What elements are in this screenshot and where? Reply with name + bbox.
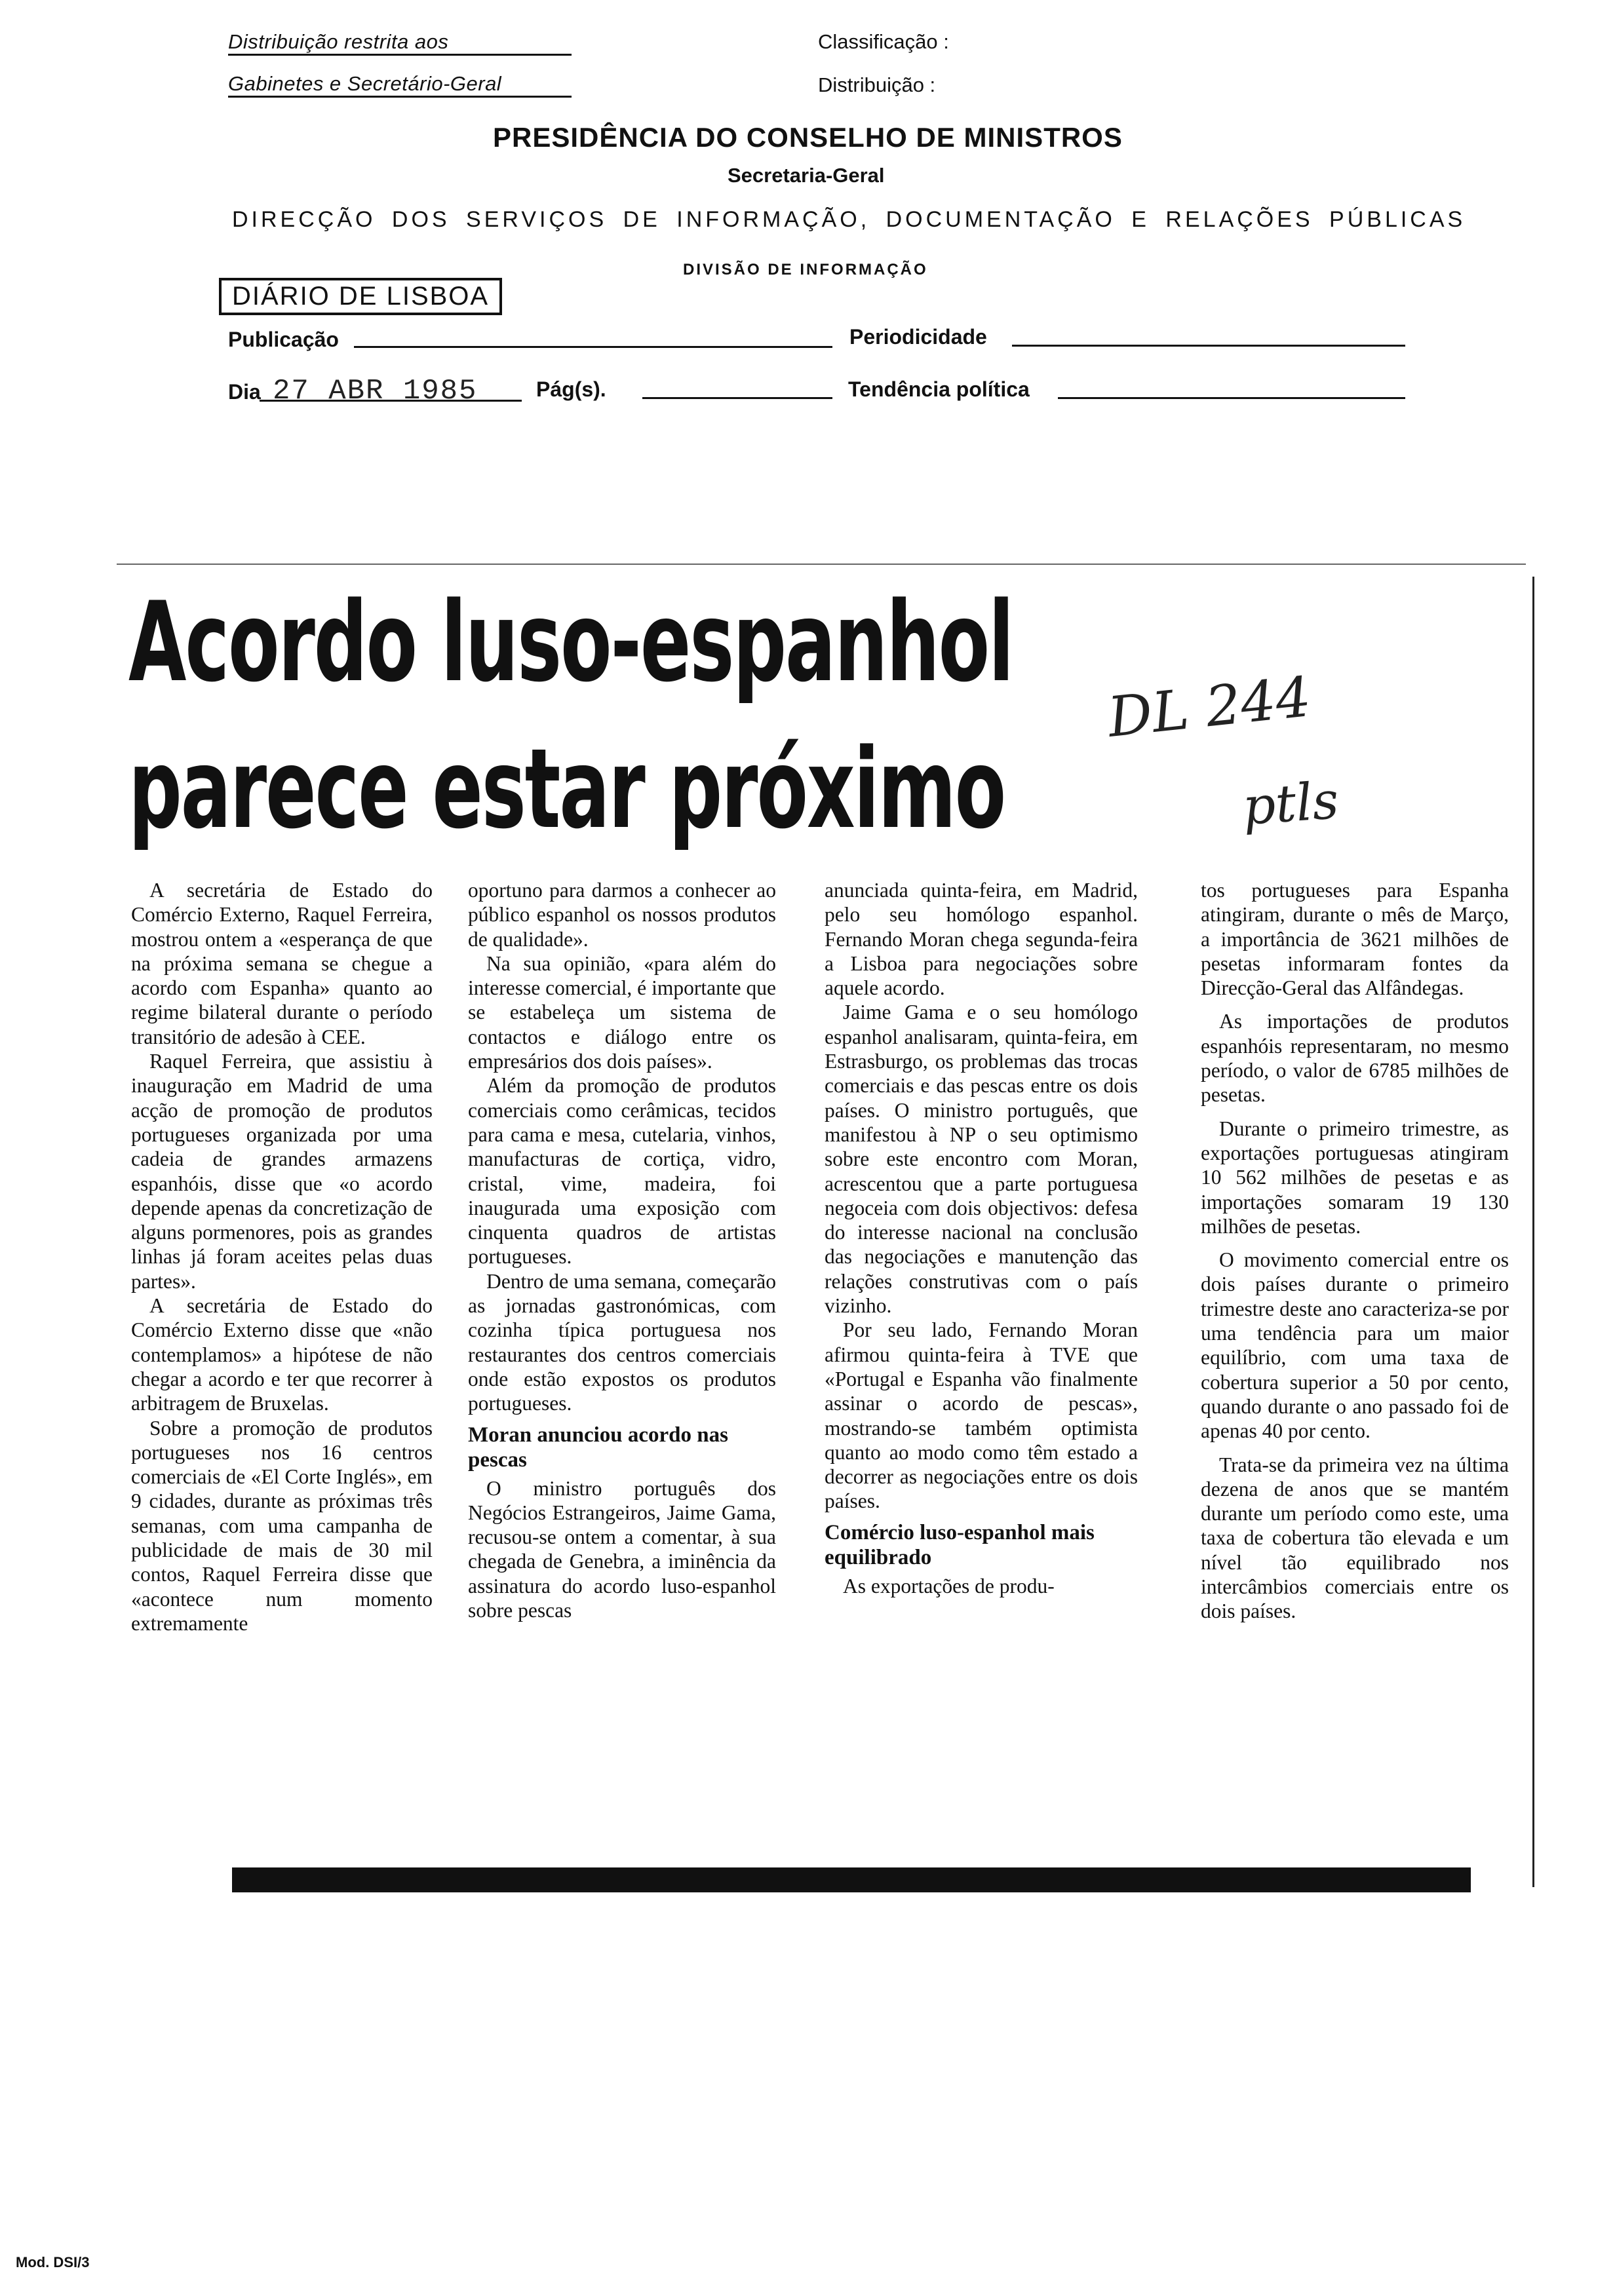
publication-stamp: DIÁRIO DE LISBOA	[219, 278, 502, 315]
publicacao-label: Publicação	[228, 328, 339, 351]
paragraph: A secretária de Estado do Comércio Externo disse que «não contemplamos» a hipótese de não chegar a acordo e ter que recorrer à arbitragem de Bruxelas.	[131, 1294, 433, 1415]
article-column-3	[825, 878, 1138, 1598]
paragraph: Por seu lado, Fernando Moran afirmou quinta-feira à TVE que «Portugal e Espanha vão finalmente assinar o acordo de pescas», mostrando-se também optimista quanto ao modo como têm estado a decorrer as negociações entre os dois países.	[825, 1318, 1138, 1513]
paragraph: Raquel Ferreira, que assistiu à inauguração em Madrid de uma acção de promoção de produtos portugueses organizada por uma cadeia de grandes armazens espanhóis, disse que «o acordo depende apenas da concretização de alguns pormenores, pois as grandes linhas já foram aceites pelas duas partes».	[131, 1050, 433, 1293]
paragraph: Na sua opinião, «para além do interesse comercial, é importante que se estabeleça um sistema de contactos e diálogo entre os empresários dos dois países».	[468, 951, 776, 1073]
division-name: DIVISÃO DE INFORMAÇÃO	[683, 261, 928, 278]
paragraph: Trata-se da primeira vez na última dezena de anos que se mantém durante um período como este, uma taxa de cobertura tão elevada e um nível tão equilibrado nos intercâmbios comerciais entre os dois países.	[1201, 1453, 1509, 1623]
paragraph: anunciada quinta-feira, em Madrid, pelo seu homólogo espanhol. Fernando Moran chega segunda-feira a Lisboa para negociações sobre aquele acordo.	[825, 879, 1138, 1000]
dia-line	[260, 400, 522, 402]
article-column-1	[131, 878, 433, 1636]
paragraph: O movimento comercial entre os dois países durante o primeiro trimestre deste ano caracteriza-se por uma tendência para um maior equilíbrio, com uma taxa de cobertura superior a 50 por cento, quando durante o ano passado foi de apenas 40 por cento.	[1201, 1248, 1509, 1443]
paragraph: A secretária de Estado do Comércio Externo, Raquel Ferreira, mostrou ontem a «esperança de que na próxima semana se chegue a acordo com Espanha» quanto ao regime bilateral durante o período transitório de adesão à CEE.	[131, 879, 433, 1048]
paragraph: Durante o primeiro trimestre, as exportações portuguesas atingiram 10 562 milhões de pesetas e as importações somaram 19 130 milhões de pesetas.	[1201, 1117, 1509, 1238]
subheading-moran: Moran anunciou acordo nas pescas	[468, 1423, 728, 1472]
restricted-distribution-line2: Gabinetes e Secretário-Geral	[228, 72, 572, 98]
tendencia-label: Tendência política	[848, 377, 1030, 401]
distribuicao-label: Distribuição :	[818, 73, 936, 96]
tendencia-line	[1058, 397, 1405, 399]
form-code: Mod. DSI/3	[16, 2254, 90, 2270]
dia-label: Dia	[228, 380, 261, 404]
department-name: DIRECÇÃO DOS SERVIÇOS DE INFORMAÇÃO, DOCUMENTAÇÃO E RELAÇÕES PÚBLICAS	[232, 207, 1466, 232]
date-stamp: 27 ABR 1985	[273, 375, 478, 408]
document-title: PRESIDÊNCIA DO CONSELHO DE MINISTROS	[493, 122, 1123, 153]
handwritten-note-ref: DL 244	[1104, 664, 1314, 750]
paragraph: oportuno para darmos a conhecer ao público espanhol os nossos produtos de qualidade».	[468, 879, 776, 951]
paragraph: tos portugueses para Espanha atingiram, durante o mês de Março, a importância de 3621 milhões de pesetas informaram fontes da Direcção-Geral das Alfândegas.	[1201, 879, 1509, 1000]
paragraph: Jaime Gama e o seu homólogo espanhol analisaram, quinta-feira, em Estrasburgo, os problemas das trocas comerciais e das pescas entre os dois países. O ministro português, que manifestou à NP o seu optimismo sobre este encontro com Moran, acrescentou que a parte portuguesa negoceia com dois objectivos: defesa do interesse nacional na conclusão das negociações e manutenção das relações construtivas com o país vizinho.	[825, 1001, 1138, 1318]
document-subtitle: Secretaria-Geral	[728, 164, 885, 187]
headline-line1: Acordo luso-espanhol	[128, 578, 1013, 706]
paragraph: Além da promoção de produtos comerciais como cerâmicas, tecidos para cama e mesa, cutelaria, vinhos, manufacturas de cortiça, vidro, cristal, vime, madeira, foi inaugurada uma exposição com cinquenta quadros de artistas portugueses.	[468, 1074, 776, 1269]
clipping-bottom-bar	[232, 1867, 1471, 1892]
paragraph: As exportações de produ-	[843, 1574, 1055, 1598]
article-column-4	[1201, 878, 1509, 1624]
paragraph: As importações de produtos espanhóis representaram, no mesmo período, o valor de 6785 milhões de pesetas.	[1201, 1010, 1509, 1107]
subheading-comercio: Comércio luso-espanhol mais equilibrado	[825, 1520, 1095, 1569]
paragraph: Dentro de uma semana, começarão as jornadas gastronómicas, com cozinha típica portuguesa nos restaurantes dos centros comerciais onde estão expostos os produtos portugueses.	[468, 1269, 776, 1415]
clipping-right-edge	[1532, 577, 1534, 1887]
article-column-2	[468, 878, 776, 1622]
handwritten-note-initials: ptls	[1241, 771, 1341, 837]
publicacao-line	[354, 346, 832, 348]
headline-line2: parece estar próximo	[128, 725, 1005, 853]
pags-label: Pág(s).	[536, 377, 606, 401]
clipping-top-edge	[117, 564, 1526, 565]
pags-line	[642, 397, 832, 399]
classificacao-label: Classificação :	[818, 30, 949, 53]
periodicidade-label: Periodicidade	[849, 325, 987, 349]
restricted-distribution-line1: Distribuição restrita aos	[228, 30, 572, 56]
paragraph: Sobre a promoção de produtos portugueses nos 16 centros comerciais de «El Corte Inglés», em 9 cidades, durante as próximas três semanas, com uma campanha de publicidade de mais de 30 mil contos, Raquel Ferreira disse que «acontece num momento extremamente	[131, 1416, 433, 1635]
periodicidade-line	[1012, 345, 1405, 347]
paragraph: O ministro português dos Negócios Estrangeiros, Jaime Gama, recusou-se ontem a comentar, à sua chegada de Genebra, a iminência da assinatura do acordo luso-espanhol sobre pescas	[468, 1476, 776, 1622]
